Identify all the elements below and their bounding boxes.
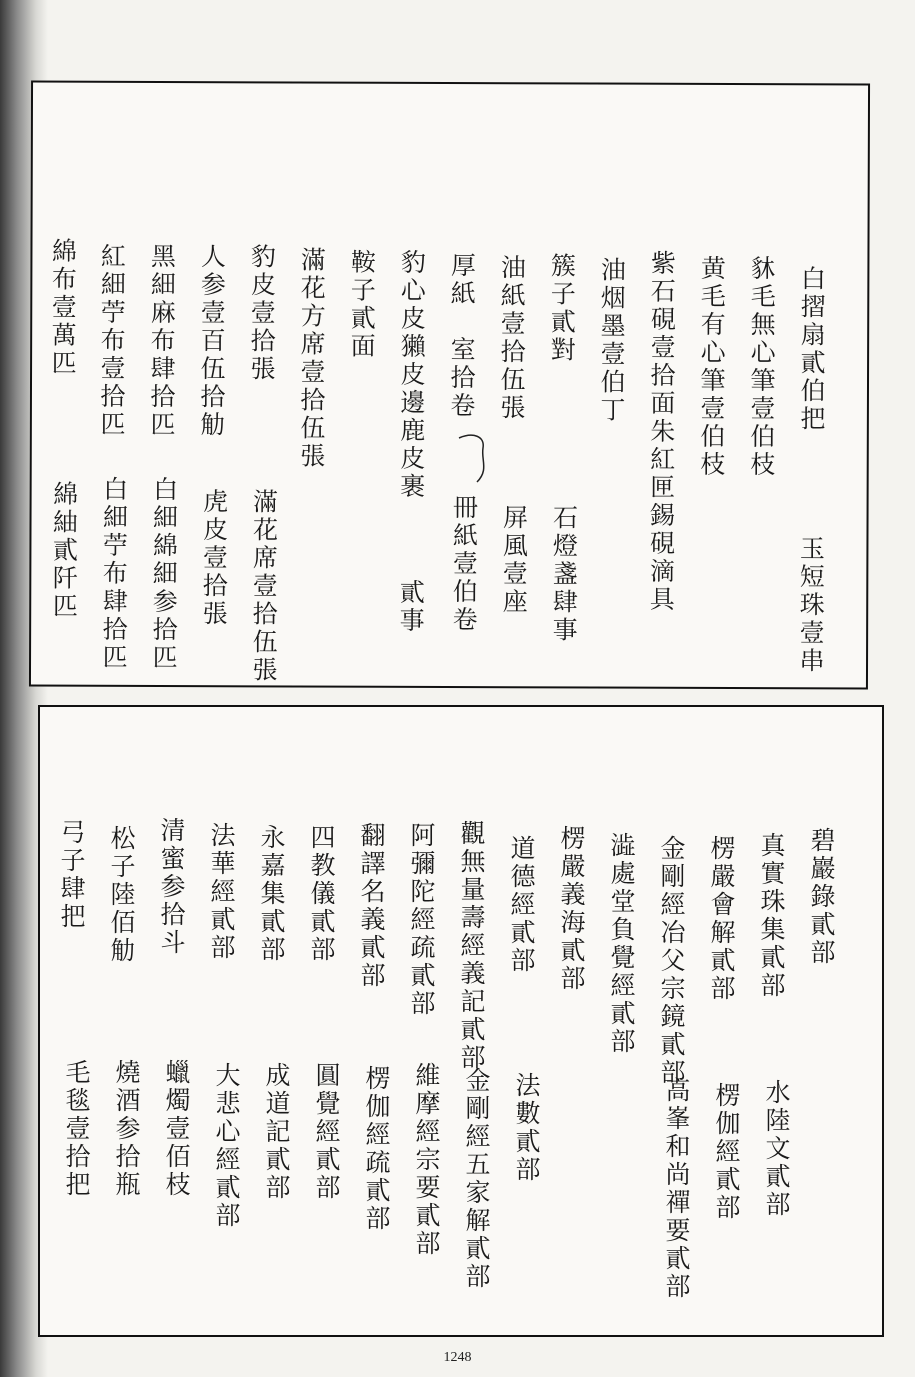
text-column: 清蜜参拾斗 xyxy=(157,817,186,957)
text-column: 白細綿細参拾匹 xyxy=(148,475,179,673)
text-column: 綿布壹萬匹 xyxy=(48,237,78,378)
text-column: 水陸文貳部 xyxy=(762,1079,791,1219)
text-column: 白細苧布肆拾匹 xyxy=(98,475,129,672)
text-column: 滿花方席壹拾伍張 xyxy=(296,246,327,471)
text-column: 燒酒参拾瓶 xyxy=(112,1059,141,1199)
text-column: 玉短珠壹串 xyxy=(795,535,826,676)
text-column: 毛毯壹拾把 xyxy=(62,1059,91,1199)
text-column: 法華經貳部 xyxy=(207,822,236,962)
text-column: 翻譯名義貳部 xyxy=(357,822,386,990)
text-column: 油紙壹拾伍張 xyxy=(496,254,527,423)
text-column: 白摺扇貳伯把 xyxy=(796,265,827,434)
text-column: 綿紬貳阡匹 xyxy=(49,480,79,621)
text-column: 豹心皮獺皮邊鹿皮裹 xyxy=(396,248,427,501)
text-column: 澁處堂負覺經貳部 xyxy=(607,832,636,1056)
text-column: 人参壹百伍拾觔 xyxy=(196,243,227,440)
top-document-panel xyxy=(29,81,870,690)
text-column: 道德經貳部 xyxy=(507,835,536,975)
text-column: 黑細麻布肆拾匹 xyxy=(146,242,177,440)
text-column: 豹皮壹拾張 xyxy=(247,243,277,384)
text-column: 金剛經五家解貳部 xyxy=(462,1067,491,1291)
text-column: 維摩經宗要貳部 xyxy=(412,1062,441,1258)
text-column: 厚紙 室拾卷 xyxy=(446,251,477,421)
text-column: 紅細苧布壹拾匹 xyxy=(96,242,127,439)
text-column: 大悲心經貳部 xyxy=(212,1062,241,1230)
text-column: 楞嚴義海貳部 xyxy=(557,825,586,993)
text-column: 黄毛有心筆壹伯枝 xyxy=(696,254,727,479)
text-column: 屏風壹座 xyxy=(499,504,529,617)
text-column: 松子陸佰觔 xyxy=(107,825,136,965)
page-number: 1248 xyxy=(443,1350,472,1365)
text-column: 楞嚴會解貳部 xyxy=(707,835,736,1003)
text-column: 弓子肆把 xyxy=(57,819,86,931)
text-column: 碧巖錄貳部 xyxy=(807,827,836,967)
text-column: 簇子貳對 xyxy=(547,252,577,365)
text-column: 阿彌陀經疏貳部 xyxy=(407,822,436,1018)
text-column: 圓覺經貳部 xyxy=(312,1062,341,1202)
text-column: 虎皮壹拾張 xyxy=(199,488,229,629)
text-column: 觀無量壽經義記貳部 xyxy=(457,820,486,1072)
text-column: 貳事 xyxy=(396,578,426,635)
text-column: 蠟燭壹佰枝 xyxy=(162,1059,191,1199)
text-column: 䝗毛無心筆壹伯枝 xyxy=(746,255,777,480)
text-column: 鞍子貳面 xyxy=(347,248,377,361)
text-column: 四教儀貳部 xyxy=(307,824,336,964)
text-column: 石燈盞肆事 xyxy=(549,504,579,645)
handwritten-mark-icon xyxy=(455,430,495,490)
text-column: 高峯和尚禪要貳部 xyxy=(662,1077,691,1301)
text-column: 真實珠集貳部 xyxy=(757,832,786,1000)
text-column: 油烟墨壹伯丁 xyxy=(596,256,627,425)
text-column: 滿花席壹拾伍張 xyxy=(248,488,279,685)
bottom-document-panel xyxy=(38,705,884,1337)
text-column: 楞伽經貳部 xyxy=(712,1082,741,1222)
text-column: 金剛經冶父宗鏡貳部 xyxy=(657,835,686,1087)
text-column: 法數貳部 xyxy=(512,1072,541,1184)
text-column: 紫石硯壹拾面朱紅匣錫硯滴具 xyxy=(646,249,677,614)
text-column: 楞伽經疏貳部 xyxy=(362,1065,391,1233)
text-column: 永嘉集貳部 xyxy=(257,824,286,964)
text-column: 冊紙壹伯卷 xyxy=(449,494,479,635)
text-column: 成道記貳部 xyxy=(262,1062,291,1202)
